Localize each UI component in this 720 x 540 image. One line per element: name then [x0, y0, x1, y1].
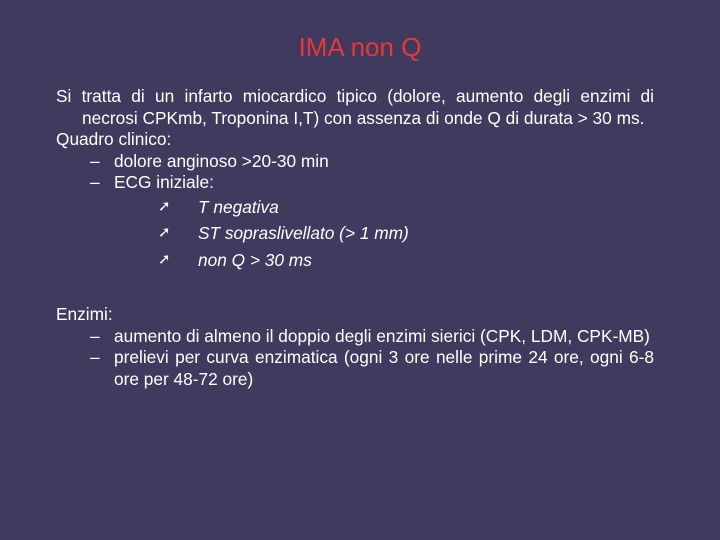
clinical-item-label: dolore anginoso >20-30 min: [114, 150, 329, 171]
dash-bullet-icon: –: [90, 172, 100, 192]
slide-title: IMA non Q: [298, 32, 422, 62]
clinical-item-pain: [56, 151, 654, 173]
dash-bullet-icon: –: [90, 150, 100, 171]
clinical-item-ecg: [56, 172, 654, 194]
arrow-bullet-icon: ➚: [158, 250, 171, 268]
clinical-item-label: ECG iniziale:: [114, 172, 214, 192]
ecg-item-label: ST sopraslivellato (> 1 mm): [198, 223, 409, 243]
ecg-item-label: T negativa: [198, 196, 279, 217]
spacer: [56, 273, 654, 304]
dash-bullet-icon: –: [90, 325, 100, 346]
dash-bullet-icon: –: [90, 347, 100, 367]
ecg-item-label: non Q > 30 ms: [198, 249, 312, 270]
arrow-bullet-icon: ➚: [158, 197, 171, 215]
enzyme-item-increase: [56, 326, 654, 348]
slide-content: [56, 86, 654, 390]
ecg-item-non-q: [56, 247, 654, 274]
ecg-item-t-negativa: [56, 194, 654, 221]
clinical-heading: Quadro clinico:: [56, 129, 172, 149]
ecg-item-st: [56, 220, 654, 247]
enzyme-item-sampling: [56, 347, 654, 390]
enzyme-item-label: aumento di almeno il doppio degli enzimi sierici (CPK, LDM, CPK-MB): [114, 325, 650, 346]
enzymes-heading: Enzimi:: [56, 304, 113, 324]
arrow-bullet-icon: ➚: [158, 224, 171, 241]
intro-paragraph: Si tratta di un infarto miocardico tipico (dolore, aumento degli enzimi di necrosi CPKmb, Troponina I,T) con assenza di onde Q di durata > 30 ms.: [56, 86, 654, 128]
enzyme-item-label: prelievi per curva enzimatica (ogni 3 ore nelle prime 24 ore, ogni 6-8 ore per 48-72 ore): [114, 347, 654, 389]
